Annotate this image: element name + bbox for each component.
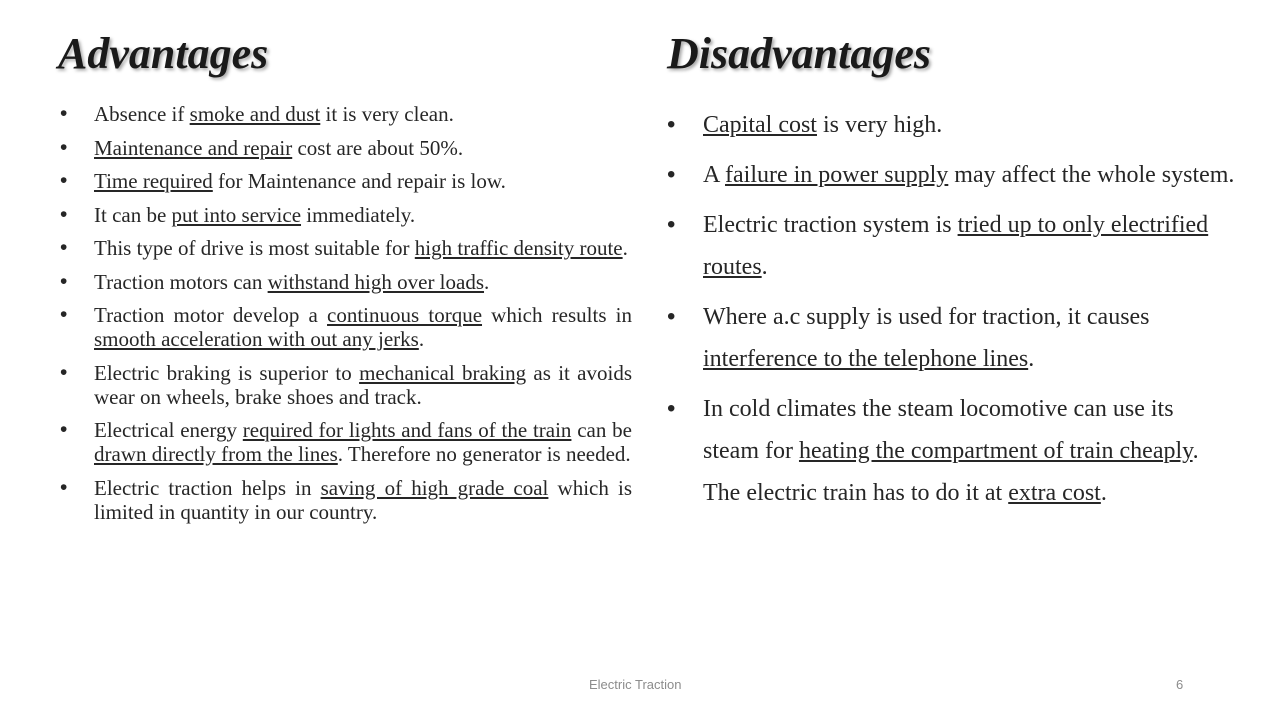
bullet-text: This type of drive is most suitable for	[94, 236, 415, 260]
advantage-bullet	[94, 361, 632, 409]
bullet-text: .	[484, 269, 490, 294]
disadvantage-bullet	[703, 204, 1235, 288]
bullet-text: which is limited in quantity in our country.	[94, 475, 632, 524]
slide-number: 6	[1176, 677, 1184, 692]
advantage-bullet	[94, 303, 632, 351]
bullet-text: Electric traction helps in	[94, 475, 321, 500]
bullet-text: cost are about 50%.	[292, 135, 464, 160]
disadvantages-heading: Disadvantages	[667, 29, 931, 78]
disadvantages-list	[703, 104, 1235, 522]
advantage-bullet	[94, 102, 632, 126]
bullet-text: It can be	[94, 202, 172, 227]
bullet-text: In cold climates the steam locomotive can use its steam for	[703, 396, 1174, 464]
underlined-term: smooth acceleration with out any jerks	[94, 327, 419, 351]
bullet-text: Electric traction system is	[703, 212, 958, 238]
bullet-text: it is very clean.	[320, 102, 454, 126]
underlined-term: failure in power supply	[725, 162, 949, 188]
bullet-text: . The electric train has to do it at	[703, 438, 1199, 506]
underlined-term: interference to the telephone lines	[703, 346, 1029, 372]
bullet-text: A	[703, 162, 726, 188]
bullet-text: Where a.c supply is used for traction, it causes	[703, 304, 1150, 330]
bullet-text: Absence if	[94, 102, 190, 126]
underlined-term: Time required	[94, 169, 213, 193]
advantages-list	[94, 102, 632, 533]
underlined-term: mechanical braking	[359, 360, 527, 385]
bullet-text: is very high.	[816, 112, 943, 138]
bullet-text: immediately.	[301, 202, 416, 227]
underlined-term: heating the compartment of train cheaply	[798, 438, 1193, 464]
bullet-text: as it avoids wear on wheels, brake shoes and track.	[94, 360, 632, 409]
bullet-text: may affect the whole system.	[948, 162, 1235, 188]
advantage-bullet	[94, 476, 632, 524]
bullet-text: Traction motors can	[94, 269, 268, 294]
bullet-text: .	[1100, 480, 1107, 506]
underlined-term: saving of high grade coal	[320, 475, 549, 500]
underlined-term: put into service	[171, 202, 302, 227]
underlined-term: Maintenance and repair	[94, 135, 293, 160]
advantage-bullet	[94, 136, 632, 160]
advantage-bullet	[94, 236, 632, 260]
bullet-text: .	[418, 327, 425, 351]
bullet-text: Electrical energy	[94, 418, 243, 442]
bullet-text: . Therefore no generator is needed.	[337, 442, 631, 466]
underlined-term: tried up to only electrified routes	[703, 212, 1209, 280]
underlined-term: high traffic density route	[414, 236, 623, 260]
bullet-text: Traction motor develop a	[94, 303, 328, 327]
underlined-term: Capital cost	[703, 112, 817, 138]
bullet-text: .	[622, 236, 628, 260]
underlined-term: required for lights and fans of the train	[242, 418, 572, 442]
advantage-bullet	[94, 203, 632, 227]
advantages-heading: Advantages	[58, 29, 269, 78]
bullet-text: .	[1028, 346, 1035, 372]
underlined-term: continuous torque	[327, 303, 483, 327]
bullet-text: for Maintenance and repair is low.	[212, 169, 506, 193]
disadvantage-bullet	[703, 296, 1235, 380]
underlined-term: drawn directly from the lines	[94, 442, 338, 466]
underlined-term: extra cost	[1008, 480, 1101, 506]
disadvantage-bullet	[703, 104, 1235, 146]
disadvantage-bullet	[703, 154, 1235, 196]
bullet-text: .	[761, 254, 768, 280]
advantage-bullet	[94, 270, 632, 294]
disadvantage-bullet	[703, 388, 1235, 514]
underlined-term: withstand high over loads	[267, 269, 485, 294]
bullet-text: which results in	[482, 303, 633, 327]
advantage-bullet	[94, 169, 632, 193]
bullet-text: Electric braking is superior to	[94, 360, 360, 385]
advantage-bullet	[94, 418, 632, 466]
footer-title: Electric Traction	[589, 677, 682, 692]
underlined-term: smoke and dust	[189, 102, 321, 126]
bullet-text: can be	[571, 418, 632, 442]
